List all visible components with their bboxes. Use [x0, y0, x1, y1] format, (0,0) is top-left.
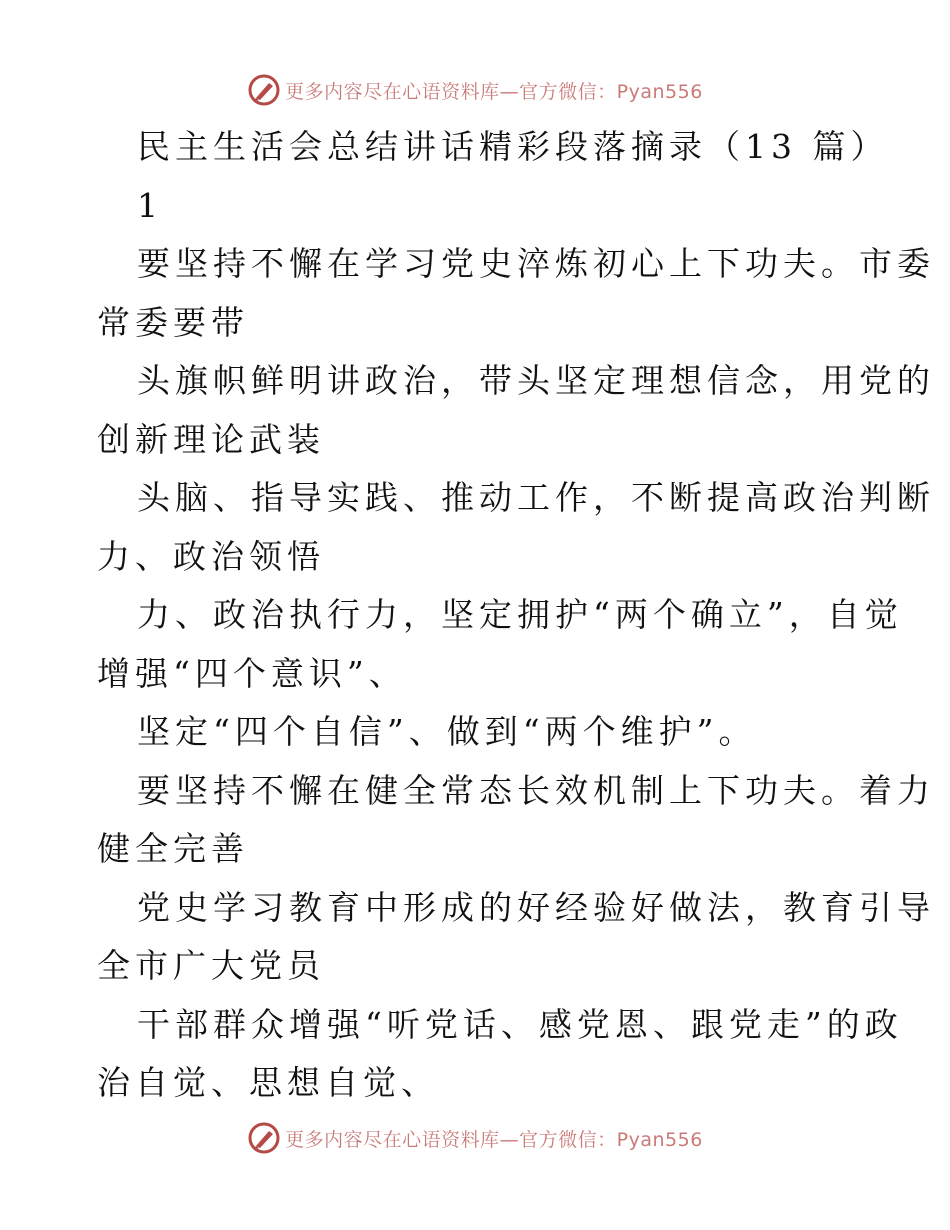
- paragraph-line: 力、政治领悟: [97, 536, 325, 576]
- document-body: [97, 118, 935, 1113]
- pen-logo-icon: [247, 1121, 281, 1155]
- paragraph-line: 要坚持不懈在学习党史淬炼初心上下功夫。市委: [137, 244, 935, 283]
- paragraph-line: 坚定“四个自信”、做到“两个维护”。: [137, 712, 757, 751]
- document-title: 民主生活会总结讲话精彩段落摘录（13 篇）: [137, 127, 889, 166]
- paragraph-line: 要坚持不懈在健全常态长效机制上下功夫。着力: [137, 770, 935, 810]
- paragraph-line: 治自觉、思想自觉、: [97, 1063, 439, 1102]
- footer-banner-text: 更多内容尽在心语资料库—官方微信：Pyan556: [285, 1128, 703, 1151]
- paragraph-line: 干部群众增强“听党话、感党恩、跟党走”的政: [137, 1004, 903, 1044]
- paragraph-line: 党史学习教育中形成的好经验好做法，教育引导: [137, 887, 935, 927]
- paragraph-line: 创新理论武装: [97, 419, 325, 459]
- paragraph-line: 常委要带: [97, 302, 249, 342]
- paragraph-line: 力、政治执行力，坚定拥护“两个确立”，自觉: [137, 595, 903, 634]
- paragraph-line: 健全完善: [97, 829, 249, 868]
- pen-logo-icon: [247, 73, 281, 107]
- paragraph-line: 增强“四个意识”、: [97, 653, 407, 693]
- footer-banner: [0, 1118, 950, 1158]
- paragraph-line: 头脑、指导实践、推动工作，不断提高政治判断: [137, 478, 935, 517]
- header-banner: [0, 70, 950, 110]
- header-banner-text: 更多内容尽在心语资料库—官方微信：Pyan556: [285, 80, 703, 103]
- section-number: 1: [137, 185, 163, 225]
- paragraph-line: 头旗帜鲜明讲政治，带头坚定理想信念，用党的: [137, 361, 935, 400]
- paragraph-line: 全市广大党员: [97, 946, 325, 985]
